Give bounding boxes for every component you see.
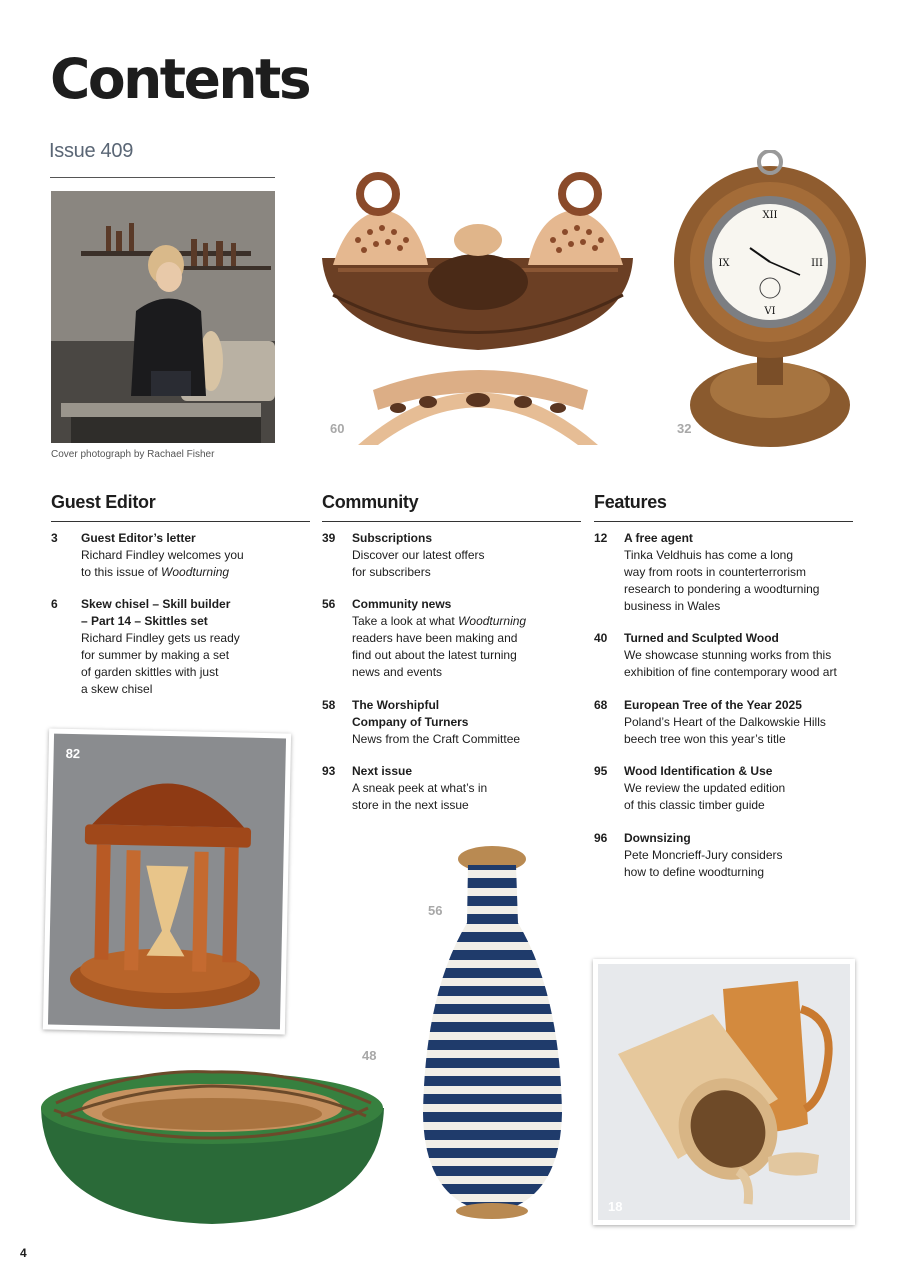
svg-text:III: III — [811, 258, 823, 269]
entry-description: for subscribers — [352, 565, 431, 579]
entry-title: A free agent — [624, 531, 693, 545]
photo-number-48: 48 — [362, 1048, 377, 1063]
entry-description: of garden skittles with just — [81, 665, 219, 679]
entry-description: Richard Findley welcomes you — [81, 548, 244, 562]
photo-lidded-boxes — [318, 170, 643, 450]
entry-title: Company of Turners — [352, 715, 469, 729]
photo-number-56: 56 — [428, 903, 443, 918]
entry-description: how to define woodturning — [624, 865, 765, 879]
entry-description: Richard Findley gets us ready — [81, 631, 240, 645]
entry-description: of this classic timber guide — [624, 798, 765, 812]
entry-description: We review the updated edition — [624, 781, 786, 795]
title-divider — [50, 177, 275, 178]
section-divider — [322, 521, 581, 522]
entry-title: Skew chisel – Skill builder — [81, 597, 231, 611]
photo-pocket-watch — [672, 150, 868, 450]
section-heading-guest-editor: Guest Editor — [51, 492, 156, 512]
photo-wrapped-vase — [420, 843, 565, 1223]
entry-title: European Tree of the Year 2025 — [624, 698, 802, 712]
photo-turned-cups — [593, 959, 855, 1225]
entry-description: Take a look at what — [352, 614, 459, 628]
cover-caption: Cover photograph by Rachael Fisher — [51, 449, 215, 460]
photo-domed-temple — [43, 728, 291, 1034]
photo-number-60: 60 — [330, 421, 345, 436]
entry-description: way from roots in counterterrorism — [624, 565, 807, 579]
photo-green-bowl — [36, 1058, 388, 1226]
entry-description: Poland’s Heart of the Dalkowskie Hills — [624, 715, 826, 729]
issue-number: Issue 409 — [49, 140, 134, 162]
entry-page-number: 12 — [594, 531, 608, 545]
page-folio: 4 — [20, 1246, 27, 1260]
magazine-name: Woodturning — [458, 614, 527, 628]
cover-photo — [51, 191, 275, 443]
entry-page-number: 40 — [594, 631, 608, 645]
entry-title: The Worshipful — [352, 698, 440, 712]
entry-description: store in the next issue — [352, 798, 469, 812]
entry-description: news and events — [352, 665, 443, 679]
entry-description: readers have been making and — [352, 631, 518, 645]
entry-page-number: 39 — [322, 531, 336, 545]
entry-title: Community news — [352, 597, 452, 611]
page-title: Contents — [50, 47, 310, 111]
entry-description: to this issue of — [81, 565, 162, 579]
entry-page-number: 58 — [322, 698, 336, 712]
entry-title: Downsizing — [624, 831, 691, 845]
entry-title: Subscriptions — [352, 531, 433, 545]
entry-description: a skew chisel — [81, 682, 153, 696]
magazine-name: Woodturning — [161, 565, 230, 579]
entry-description: Discover our latest offers — [352, 548, 485, 562]
entry-description: for summer by making a set — [81, 648, 230, 662]
entry-description: research to pondering a woodturning — [624, 582, 820, 596]
entry-page-number: 95 — [594, 764, 608, 778]
entry-description: We showcase stunning works from this — [624, 648, 832, 662]
entry-page-number: 96 — [594, 831, 608, 845]
section-heading-features: Features — [594, 492, 667, 512]
entry-description: News from the Craft Committee — [352, 732, 521, 746]
entry-page-number: 3 — [51, 531, 58, 545]
entry-title: Wood Identification & Use — [624, 764, 773, 778]
entry-description: beech tree won this year’s title — [624, 732, 786, 746]
entry-page-number: 68 — [594, 698, 608, 712]
entry-description: Pete Moncrieff-Jury considers — [624, 848, 783, 862]
entry-title: Turned and Sculpted Wood — [624, 631, 779, 645]
entry-description: find out about the latest turning — [352, 648, 517, 662]
entry-page-number: 6 — [51, 597, 58, 611]
entry-title: – Part 14 – Skittles set — [81, 614, 208, 628]
svg-text:IX: IX — [718, 258, 730, 269]
entry-title: Next issue — [352, 764, 413, 778]
photo-number-82: 82 — [65, 745, 81, 762]
svg-text:VI: VI — [764, 306, 776, 317]
entry-description: business in Wales — [624, 599, 721, 613]
entry-description: Tinka Veldhuis has come a long — [624, 548, 793, 562]
entry-description: exhibition of fine contemporary wood art — [624, 665, 837, 679]
section-heading-community: Community — [322, 492, 419, 512]
section-divider — [51, 521, 310, 522]
photo-number-32: 32 — [677, 421, 692, 436]
svg-text:XII: XII — [762, 210, 778, 221]
entry-page-number: 93 — [322, 764, 336, 778]
entry-title: Guest Editor’s letter — [81, 531, 196, 545]
entry-page-number: 56 — [322, 597, 336, 611]
section-divider — [594, 521, 853, 522]
photo-number-18: 18 — [608, 1199, 623, 1214]
entry-description: A sneak peek at what’s in — [352, 781, 488, 795]
